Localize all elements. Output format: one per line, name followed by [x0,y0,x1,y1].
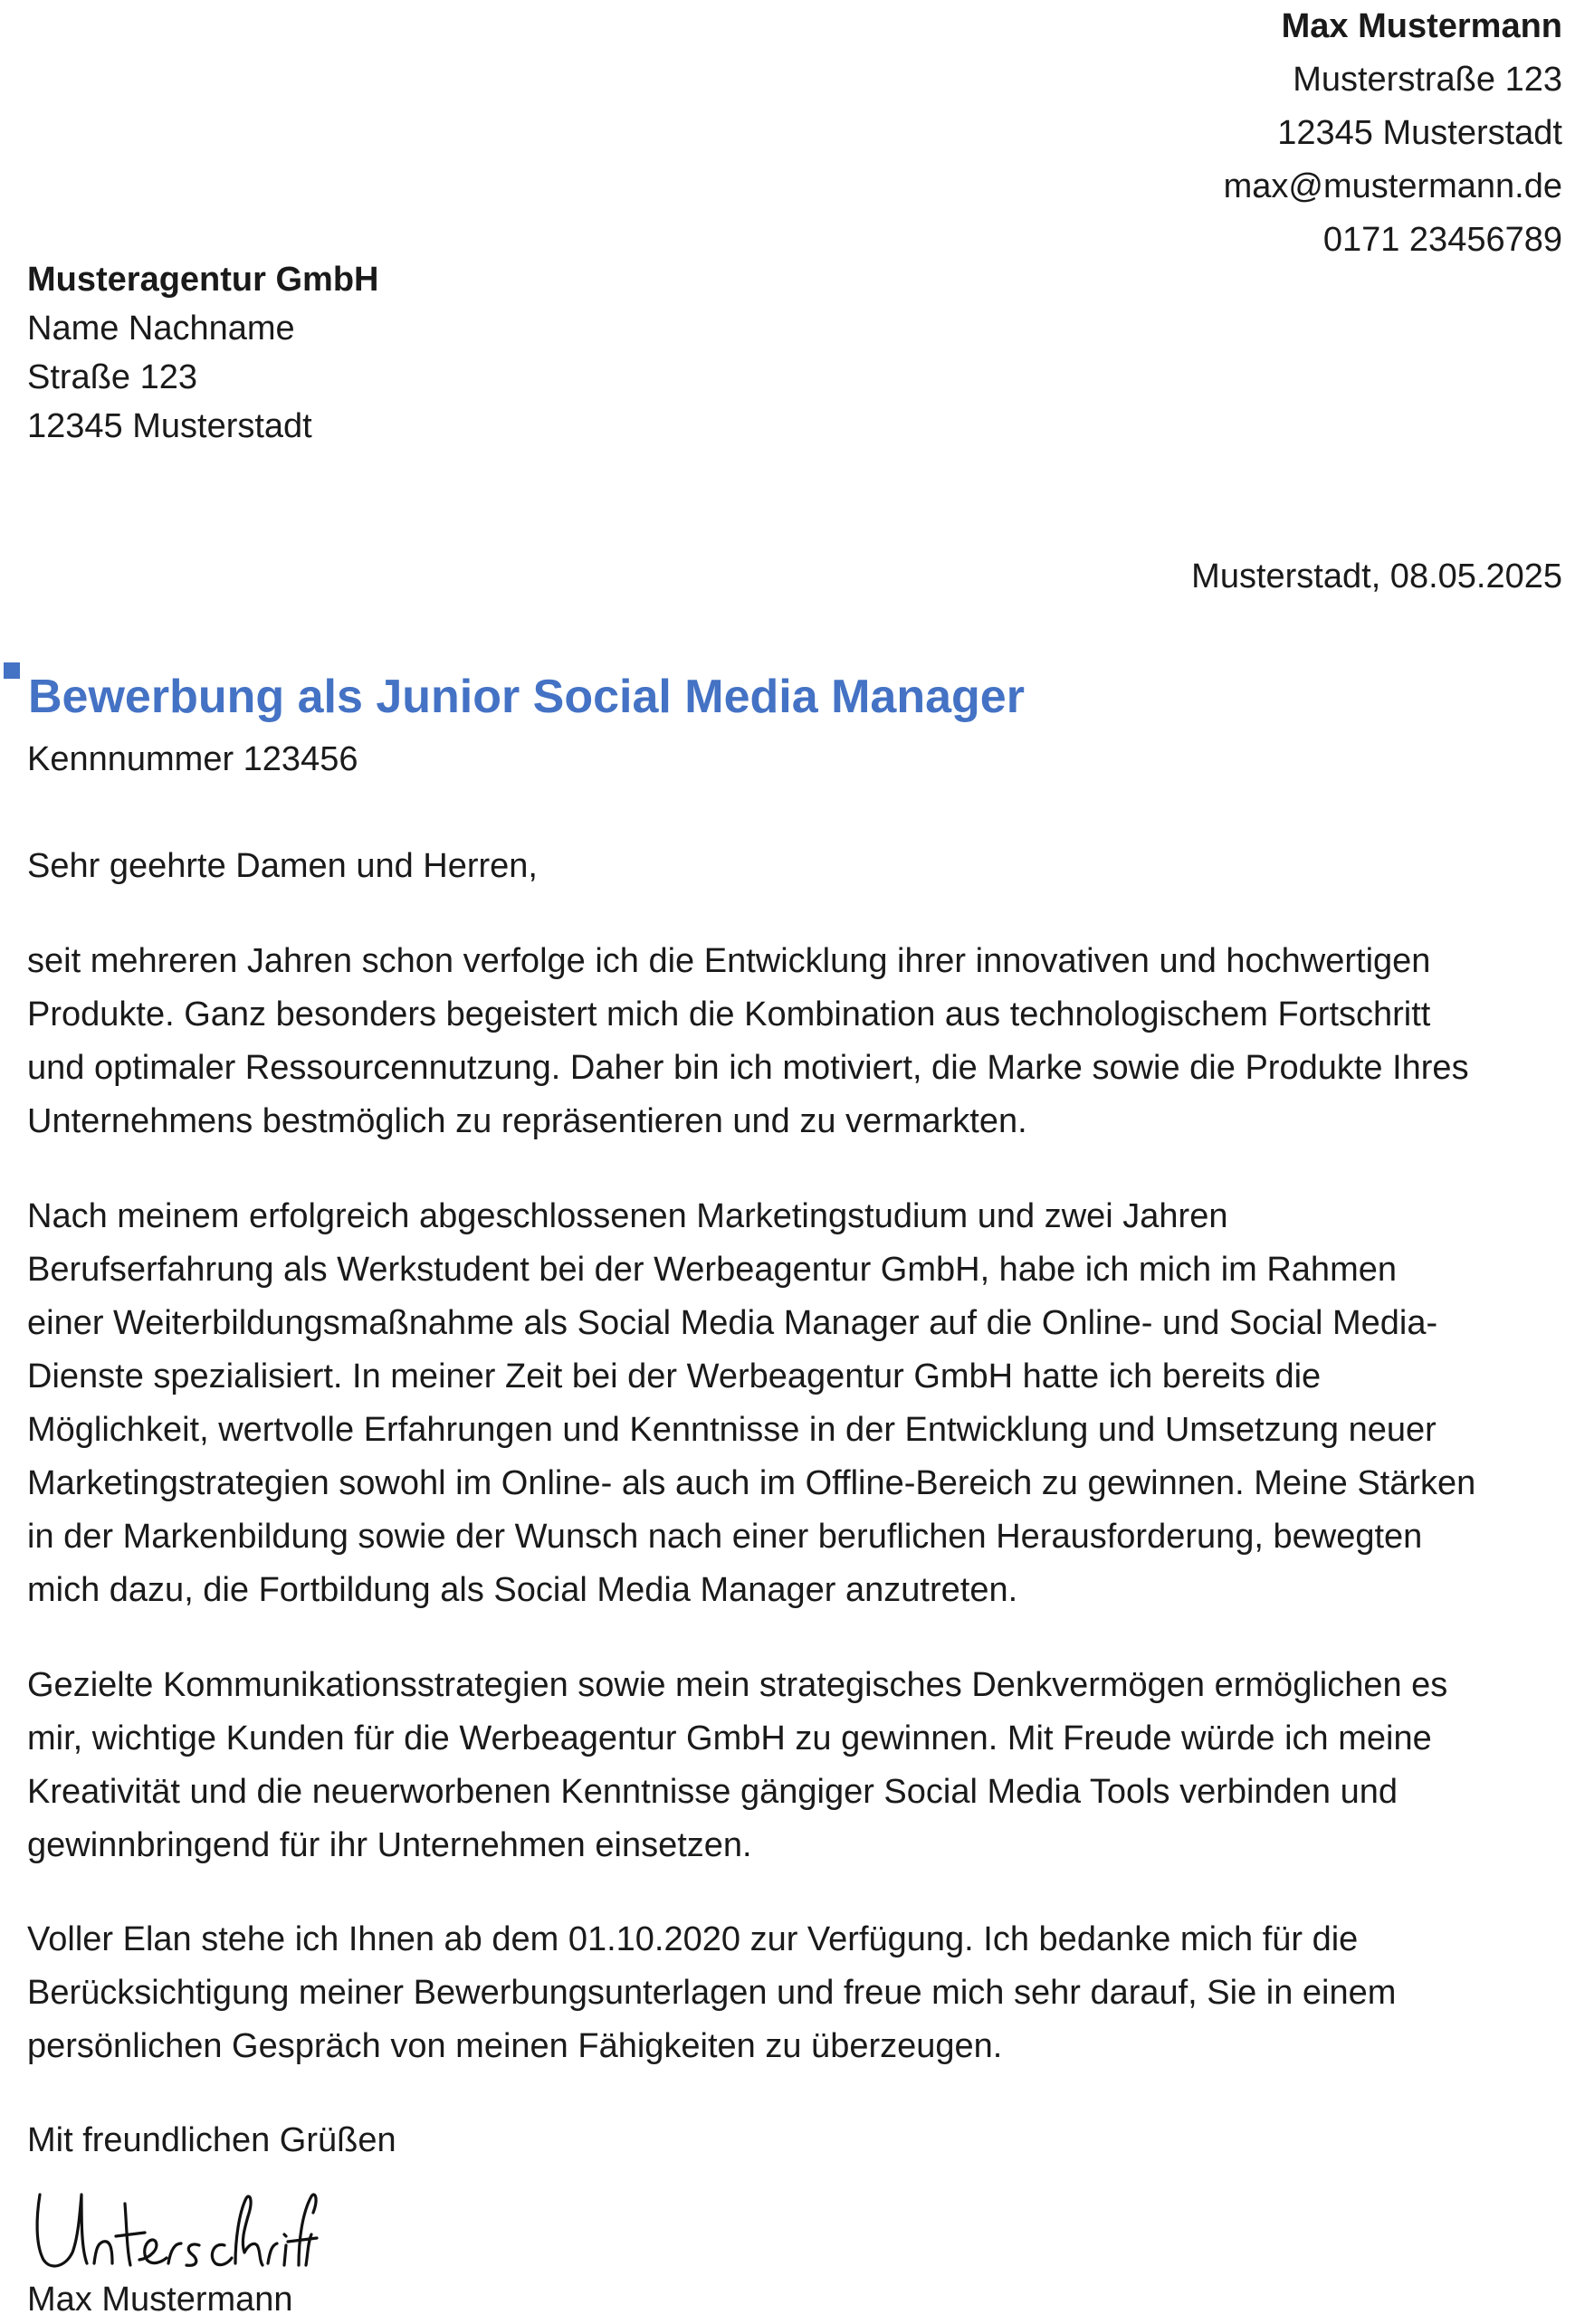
body-paragraph [27,1190,1562,1617]
sender-name: Max Mustermann [1281,7,1562,45]
paragraph-line: gewinnbringend für ihr Unternehmen einsetzen. [27,1826,752,1864]
paragraph-line: mir, wichtige Kunden für die Werbeagentur GmbH zu gewinnen. Mit Freude würde ich meine [27,1719,1432,1757]
paragraph-line: Gezielte Kommunikationsstrategien sowie mein strategisches Denkvermögen ermöglichen es [27,1666,1448,1704]
sender-block [1224,0,1562,267]
paragraph-line: Produkte. Ganz besonders begeistert mich die Kombination aus technologischem Fortschritt [27,995,1431,1033]
sender-email: max@mustermann.de [1223,167,1562,205]
handwritten-signature [31,2176,320,2276]
signed-name: Max Mustermann [27,2281,293,2319]
paragraph-line: Nach meinem erfolgreich abgeschlossenen Marketingstudium und zwei Jahren [27,1197,1228,1235]
recipient-contact: Name Nachname [27,310,295,348]
closing-phrase: Mit freundlichen Grüßen [27,2121,396,2159]
paragraph-line: Marketingstrategien sowohl im Online- als auch im Offline-Bereich zu gewinnen. Meine Stärken [27,1464,1476,1502]
paragraph-line: Unternehmens bestmöglich zu repräsentieren und zu vermarkten. [27,1102,1027,1140]
body-paragraph [27,1913,1562,2073]
salutation: Sehr geehrte Damen und Herren, [27,847,538,885]
paragraph-line: Berücksichtigung meiner Bewerbungsunterlagen und freue mich sehr darauf, Sie in einem [27,1974,1397,2012]
paragraph-line: in der Markenbildung sowie der Wunsch nach einer beruflichen Herausforderung, bewegten [27,1518,1423,1556]
subject-heading: Bewerbung als Junior Social Media Manager [28,671,1025,723]
paragraph-line: einer Weiterbildungsmaßnahme als Social Media Manager auf die Online- und Social Media- [27,1304,1438,1342]
sender-street: Musterstraße 123 [1293,61,1562,99]
recipient-company: Musteragentur GmbH [27,261,379,299]
recipient-street: Straße 123 [27,358,197,396]
paragraph-line: und optimaler Ressourcennutzung. Daher bin ich motiviert, die Marke sowie die Produkte Ihres [27,1049,1469,1087]
paragraph-line: Berufserfahrung als Werkstudent bei der Werbeagentur GmbH, habe ich mich im Rahmen [27,1251,1397,1289]
reference-number: Kennnummer 123456 [27,740,358,778]
sender-phone: 0171 23456789 [1322,221,1562,259]
paragraph-line: mich dazu, die Fortbildung als Social Media Manager anzutreten. [27,1571,1018,1609]
body-paragraph [27,1659,1562,1872]
sender-city: 12345 Musterstadt [1277,114,1562,152]
paragraph-line: Voller Elan stehe ich Ihnen ab dem 01.10.2020 zur Verfügung. Ich bedanke mich für die [27,1920,1359,1958]
paragraph-line: Dienste spezialisiert. In meiner Zeit bei der Werbeagentur GmbH hatte ich bereits die [27,1357,1322,1395]
recipient-city: 12345 Musterstadt [27,407,312,445]
paragraph-line: Möglichkeit, wertvolle Erfahrungen und Kenntnisse in der Entwicklung und Umsetzung neuer [27,1411,1437,1449]
date-line: Musterstadt, 08.05.2025 [1191,557,1562,595]
heading-accent-marker [4,662,20,679]
paragraph-line: persönlichen Gespräch von meinen Fähigkeiten zu überzeugen. [27,2027,1003,2065]
recipient-block [27,255,378,451]
body-paragraph [27,935,1562,1148]
paragraph-line: seit mehreren Jahren schon verfolge ich die Entwicklung ihrer innovativen und hochwertigen [27,942,1431,980]
paragraph-line: Kreativität und die neuerworbenen Kenntnisse gängiger Social Media Tools verbinden und [27,1773,1398,1811]
